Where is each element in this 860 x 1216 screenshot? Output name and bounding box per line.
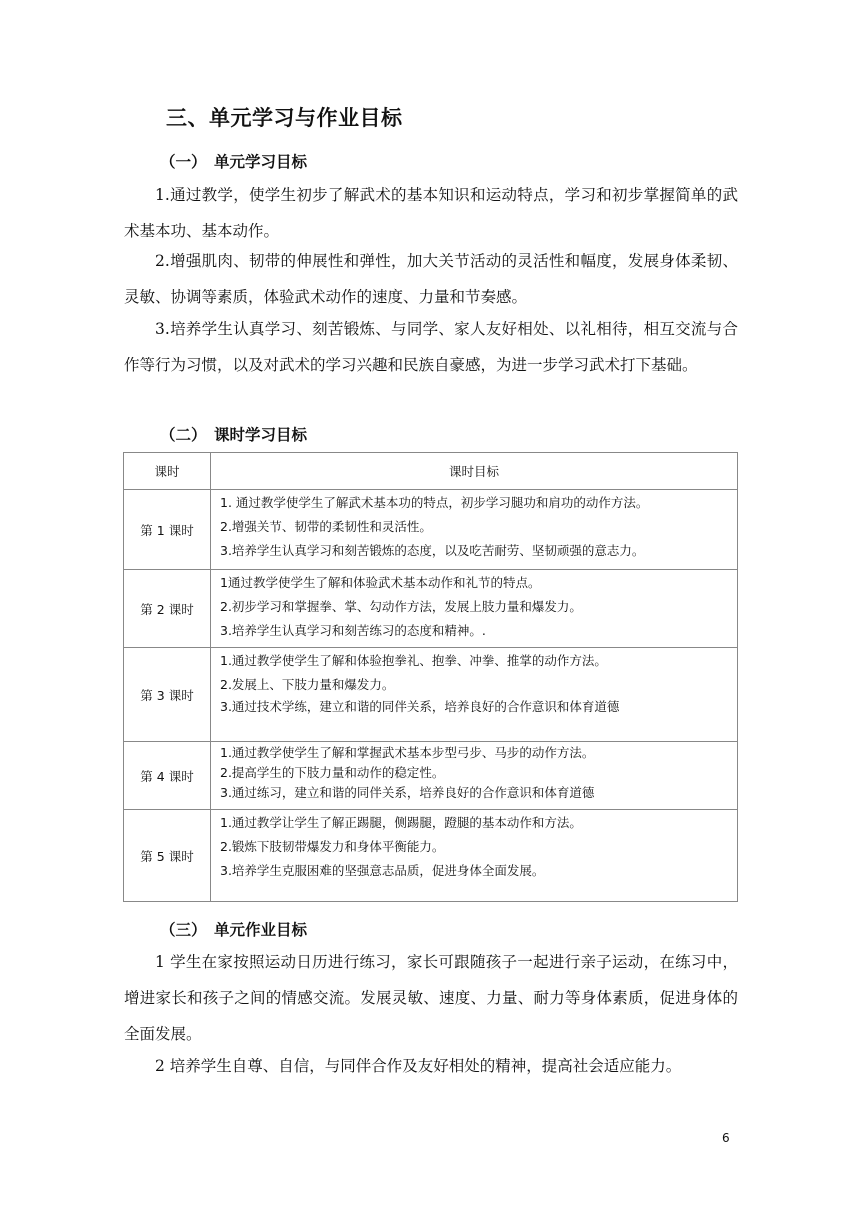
unit-goals-heading [160, 150, 307, 172]
goal-item: 2.提高学生的下肢力量和动作的稳定性。 [220, 765, 445, 780]
table-row [124, 490, 738, 570]
goal-item: 3.通过技术学练，建立和谐的同伴关系，培养良好的合作意识和体育道德 [220, 699, 620, 714]
table-header-row [124, 453, 738, 490]
unit-goal-paragraph-2: 2.增强肌肉、韧带的伸展性和弹性，加大关节活动的灵活性和幅度，发展身体柔韧、灵敏、协调等素质，体验武术动作的速度、力量和节奏感。 [124, 252, 738, 306]
goal-item: 1.通过教学使学生了解和掌握武术基本步型弓步、马步的动作方法。 [220, 745, 595, 760]
goal-item: 3.通过练习，建立和谐的同伴关系，培养良好的合作意识和体育道德 [220, 785, 595, 800]
goals-cell [211, 742, 738, 810]
goal-item: 1.通过教学使学生了解和体验抱拳礼、抱拳、冲拳、推掌的动作方法。 [220, 653, 607, 668]
goal-item: 1. 通过教学使学生了解武术基本功的特点，初步学习腿功和肩功的动作方法。 [220, 495, 649, 510]
goals-cell [211, 570, 738, 648]
goal-item: 2.初步学习和掌握拳、掌、勾动作方法，发展上肢力量和爆发力。 [220, 599, 582, 614]
lesson-cell: 第 1 课时 [124, 490, 211, 570]
goals-cell [211, 490, 738, 570]
unit-goal-paragraph-3: 3.培养学生认真学习、刻苦锻炼、与同学、家人友好相处、以礼相待，相互交流与合作等行为习惯，以及对武术的学习兴趣和民族自豪感，为进一步学习武术打下基础。 [124, 320, 738, 374]
page-number: 6 [722, 1131, 730, 1145]
lesson-cell: 第 4 课时 [124, 742, 211, 810]
goal-item: 1.通过教学让学生了解正踢腿，侧踢腿，蹬腿的基本动作和方法。 [220, 815, 582, 830]
homework-goal-paragraph-1: 1 学生在家按照运动日历进行练习，家长可跟随孩子一起进行亲子运动，在练习中，增进家长和孩子之间的情感交流。发展灵敏、速度、力量、耐力等身体素质，促进身体的全面发展。 [124, 953, 738, 1043]
lesson-cell: 第 2 课时 [124, 570, 211, 648]
goal-item: 3.培养学生认真学习和刻苦锻炼的态度，以及吃苦耐劳、坚韧顽强的意志力。 [220, 543, 645, 558]
homework-goals-heading [160, 918, 307, 940]
goal-item: 2.锻炼下肢韧带爆发力和身体平衡能力。 [220, 839, 445, 854]
homework-goals-heading-text: 单元作业目标 [214, 921, 308, 939]
goal-item: 2.发展上、下肢力量和爆发力。 [220, 677, 395, 692]
lesson-cell: 第 3 课时 [124, 648, 211, 742]
table-row [124, 570, 738, 648]
homework-goal-paragraph-2: 2 培养学生自尊、自信，与同伴合作及友好相处的精神，提高社会适应能力。 [155, 1057, 682, 1075]
lesson-cell: 第 5 课时 [124, 810, 211, 902]
goals-cell [211, 810, 738, 902]
table-row [124, 742, 738, 810]
table-row [124, 810, 738, 902]
lesson-goals-heading-text: 课时学习目标 [214, 426, 308, 444]
goal-item: 3.培养学生克服困难的坚强意志品质，促进身体全面发展。 [220, 863, 545, 878]
unit-goal-paragraph-1: 1.通过教学，使学生初步了解武术的基本知识和运动特点，学习和初步掌握简单的武术基本功、基本动作。 [124, 186, 738, 240]
header-lesson: 课时 [124, 453, 211, 490]
unit-goals-heading-text: 单元学习目标 [214, 153, 308, 171]
homework-goals-number: （三） [160, 921, 207, 939]
lesson-goals-number: （二） [160, 426, 207, 444]
section-title: 三、单元学习与作业目标 [166, 106, 403, 130]
lesson-goals-table [123, 452, 738, 902]
table-row [124, 648, 738, 742]
goal-item: 1通过教学使学生了解和体验武术基本动作和礼节的特点。 [220, 575, 541, 590]
header-goals: 课时目标 [211, 453, 738, 490]
goal-item: 2.增强关节、韧带的柔韧性和灵活性。 [220, 519, 432, 534]
goal-item: 3.培养学生认真学习和刻苦练习的态度和精神。. [220, 623, 486, 638]
unit-goals-number: （一） [160, 153, 207, 171]
lesson-goals-heading [160, 423, 307, 445]
goals-cell [211, 648, 738, 742]
